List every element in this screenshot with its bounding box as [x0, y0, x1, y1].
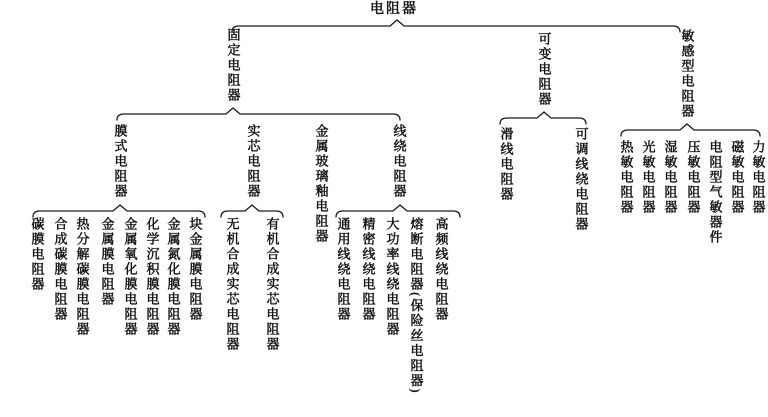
brace-connector: [621, 124, 760, 136]
tree-node-label: 压敏电阻器: [685, 140, 701, 215]
tree-node-label: 无机合成实芯电阻器: [224, 217, 240, 352]
root-node-label: 电阻器: [370, 2, 418, 17]
brace-connector: [500, 112, 586, 124]
tree-node-label: 化学沉积膜电阻器: [144, 217, 160, 337]
tree-node-label: 热敏电阻器: [618, 140, 634, 215]
tree-node-label: 精密线绕电阻器: [360, 217, 376, 322]
tree-node-label: 固定电阻器: [225, 28, 241, 103]
tree-node-label: 磁敏电阻器: [729, 140, 745, 215]
tree-node-label: 金属氧化膜电阻器: [122, 217, 138, 337]
tree-node-label: 碳膜电阻器: [29, 217, 45, 292]
tree-node-label: 高频线绕电阻器: [433, 217, 449, 322]
tree-node-label: 滑线电阻器: [498, 127, 514, 202]
tree-node-label: 膜式电阻器: [112, 124, 128, 199]
tree-node-label: 光敏电阻器: [640, 140, 656, 215]
tree-node-label: 有机合成实芯电阻器: [264, 217, 280, 352]
brace-connector: [336, 205, 460, 217]
brace-connector: [33, 205, 205, 217]
tree-node-label: 金属膜电阻器: [99, 217, 115, 307]
tree-node-label: 敏感型电阻器: [679, 29, 695, 119]
tree-node-label: 金属玻璃釉电阻器: [313, 124, 329, 244]
tree-node-label: 熔断电阻器(保险丝电阻器): [408, 217, 424, 395]
tree-node-label: 块金属膜电阻器: [187, 217, 203, 322]
tree-node-label: 力敏电阻器: [750, 140, 766, 215]
tree-node-label: 金属氮化膜电阻器: [165, 217, 181, 337]
brace-connector: [221, 205, 283, 217]
tree-node-label: 实芯电阻器: [245, 124, 261, 199]
brace-connector: [117, 108, 400, 120]
tree-node-label: 湿敏电阻器: [662, 140, 678, 215]
tree-node-label: 电阻型气敏器件: [707, 140, 723, 245]
tree-node-label: 热分解碳膜电阻器: [74, 217, 90, 337]
brace-connector: [232, 20, 680, 32]
tree-node-label: 可调线绕电阻器: [573, 127, 589, 232]
tree-node-label: 可变电阻器: [536, 32, 552, 107]
tree-node-label: 线绕电阻器: [391, 124, 407, 199]
tree-node-label: 大功率线绕电阻器: [384, 217, 400, 337]
tree-node-label: 通用线绕电阻器: [335, 217, 351, 322]
tree-node-label: 合成碳膜电阻器: [52, 217, 68, 322]
